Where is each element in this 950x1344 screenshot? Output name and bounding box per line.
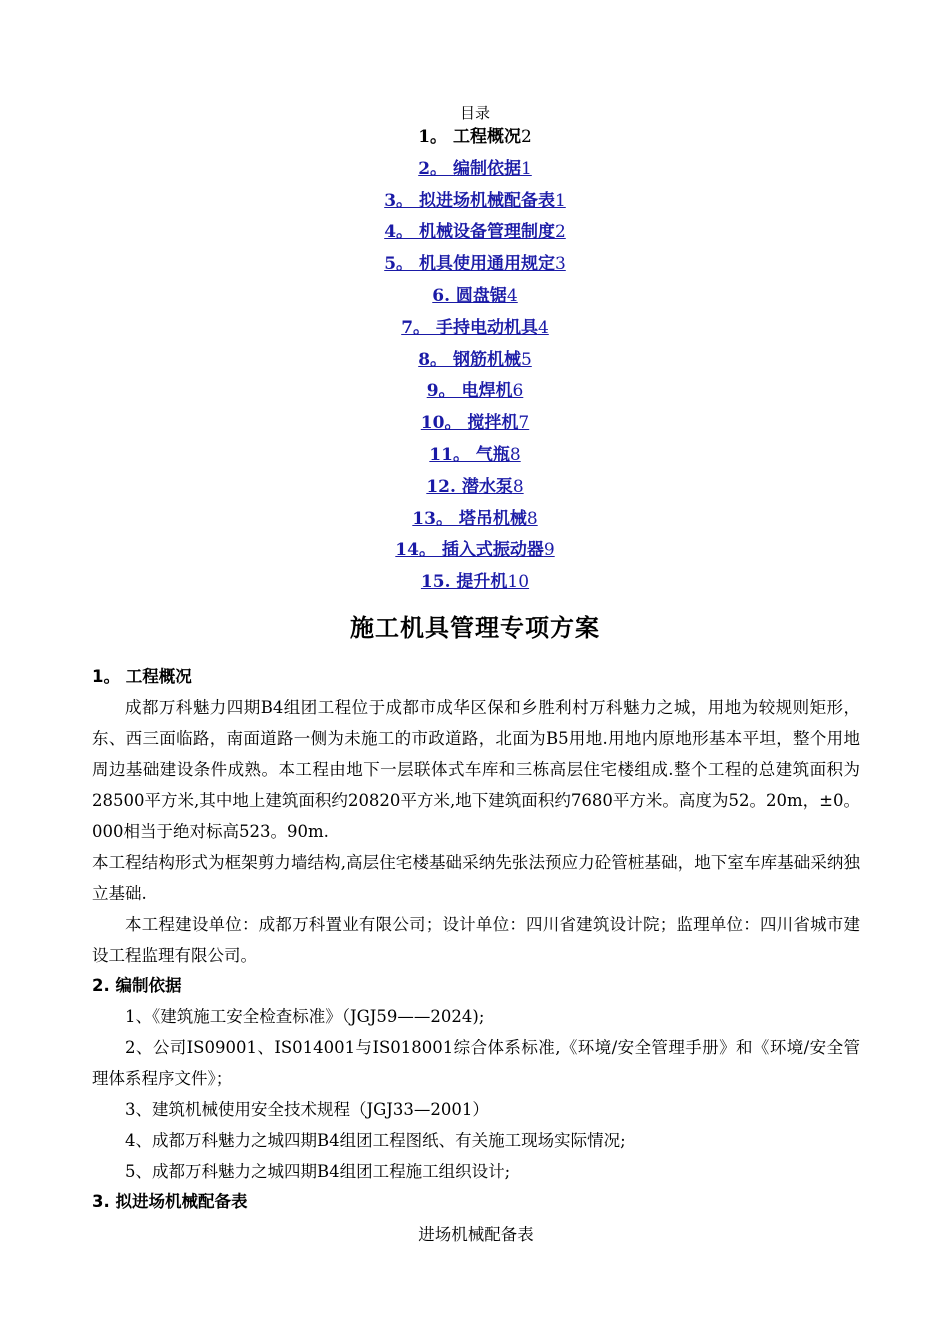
toc-link-10[interactable] xyxy=(421,413,529,433)
toc-item xyxy=(0,408,950,440)
toc-page-number: 9 xyxy=(543,540,555,561)
toc-page-number: 10 xyxy=(507,572,530,593)
paragraph-overview-2: 本工程结构形式为框架剪力墙结构,高层住宅楼基础采纳先张法预应力砼管桩基础，地下室车库基础采纳独立基础. xyxy=(92,853,860,903)
toc-page-number: 4 xyxy=(537,317,549,338)
toc-link-1[interactable] xyxy=(418,127,532,147)
toc-item xyxy=(0,472,950,504)
toc-link-label: 14。 插入式振动器 xyxy=(395,540,544,561)
toc-page-number: 5 xyxy=(520,349,532,370)
toc-item xyxy=(0,186,950,218)
toc-item xyxy=(0,567,950,599)
toc-page-number: 3 xyxy=(554,254,566,275)
toc-page-number: 2 xyxy=(520,127,532,147)
toc-link-4[interactable] xyxy=(384,222,566,242)
section-heading-overview: 1。 工程概况 xyxy=(92,667,192,686)
toc-item xyxy=(0,281,950,313)
toc-link-7[interactable] xyxy=(401,318,549,338)
toc-link-12[interactable] xyxy=(426,477,523,497)
toc-item xyxy=(0,154,950,186)
toc-link-3[interactable] xyxy=(384,191,566,211)
toc-link-11[interactable] xyxy=(429,445,520,465)
toc-link-label: 13。 塔吊机械 xyxy=(412,508,527,529)
toc-page-number: 8 xyxy=(509,444,521,465)
paragraph-overview-1: 成都万科魅力四期B4组团工程位于成都市成华区保和乡胜利村万科魅力之城，用地为较规则矩形，东、西三面临路，南面道路一侧为未施工的市政道路，北面为B5用地.用地内原地形基本平坦，整个用地周边基础建设条件成熟。本工程由地下一层联体式车库和三栋高层住宅楼组成.整个工程的总建筑面积为28500平方米,其中地上建筑面积约20820平方米,地下建筑面积约7680平方米。高度为52。20m，±0。000相当于绝对标高523。90m. xyxy=(92,698,860,841)
toc-link-label: 12. 潜水泵 xyxy=(426,476,513,497)
toc-link-8[interactable] xyxy=(418,350,532,370)
toc-link-label: 3。 拟进场机械配备表 xyxy=(384,190,555,211)
toc-item xyxy=(0,122,950,154)
toc-link-label: 4。 机械设备管理制度 xyxy=(384,222,555,243)
toc-link-label: 5。 机具使用通用规定 xyxy=(384,254,555,275)
toc-link-15[interactable] xyxy=(421,572,529,592)
toc-link-label: 15. 提升机 xyxy=(420,572,508,593)
toc-page-number: 4 xyxy=(506,285,518,306)
document-title: 施工机具管理专项方案 xyxy=(350,614,600,642)
toc-link-14[interactable] xyxy=(395,540,554,560)
toc-link-label: 10。 搅拌机 xyxy=(420,413,519,434)
toc-link-label: 9。 电焊机 xyxy=(426,381,513,402)
toc-item xyxy=(0,345,950,377)
toc-link-label: 11。 气瓶 xyxy=(429,444,510,465)
toc-item xyxy=(0,504,950,536)
toc-link-13[interactable] xyxy=(412,509,537,529)
toc-link-6[interactable] xyxy=(432,286,518,306)
toc-item xyxy=(0,440,950,472)
toc-page-number: 6 xyxy=(512,381,524,402)
section-heading-basis: 2. 编制依据 xyxy=(92,976,182,995)
table-caption: 进场机械配备表 xyxy=(418,1225,534,1244)
basis-item: 1、《建筑施工安全检查标准》（JGJ59——2024); xyxy=(125,1007,485,1026)
toc-page-number: 8 xyxy=(526,508,538,529)
toc-page-number: 1 xyxy=(554,190,566,211)
toc-title: 目录 xyxy=(459,104,490,122)
toc-link-2[interactable] xyxy=(418,159,532,179)
toc-page-number: 1 xyxy=(520,158,532,179)
basis-item: 2、公司IS09001、IS014001与IS018001综合体系标准,《环境/安全管理手册》和《环境/安全管理体系程序文件》； xyxy=(92,1038,860,1088)
basis-item: 4、成都万科魅力之城四期B4组团工程图纸、有关施工现场实际情况; xyxy=(125,1131,626,1150)
basis-item: 5、成都万科魅力之城四期B4组团工程施工组织设计; xyxy=(125,1162,511,1181)
table-of-contents xyxy=(0,122,950,599)
toc-item xyxy=(0,376,950,408)
toc-item xyxy=(0,313,950,345)
toc-link-5[interactable] xyxy=(384,254,566,274)
toc-link-9[interactable] xyxy=(427,381,524,401)
toc-page-number: 7 xyxy=(518,413,530,434)
toc-link-label: 6. 圆盘锯 xyxy=(432,285,507,306)
toc-item xyxy=(0,249,950,281)
toc-item xyxy=(0,217,950,249)
toc-item xyxy=(0,535,950,567)
basis-item: 3、建筑机械使用安全技术规程（JGJ33—2001） xyxy=(125,1100,489,1119)
toc-link-label: 2。 编制依据 xyxy=(418,158,521,179)
paragraph-overview-3: 本工程建设单位：成都万科置业有限公司；设计单位：四川省建筑设计院；监理单位：四川省城市建设工程监理有限公司。 xyxy=(92,915,860,965)
toc-link-label: 8。 钢筋机械 xyxy=(418,349,521,370)
toc-link-label: 1。 工程概况 xyxy=(418,127,521,147)
toc-page-number: 8 xyxy=(512,476,524,497)
toc-page-number: 2 xyxy=(554,222,566,243)
toc-link-label: 7。 手持电动机具 xyxy=(401,317,538,338)
section-heading-machinery: 3. 拟进场机械配备表 xyxy=(92,1192,248,1211)
document-body xyxy=(92,662,860,1251)
